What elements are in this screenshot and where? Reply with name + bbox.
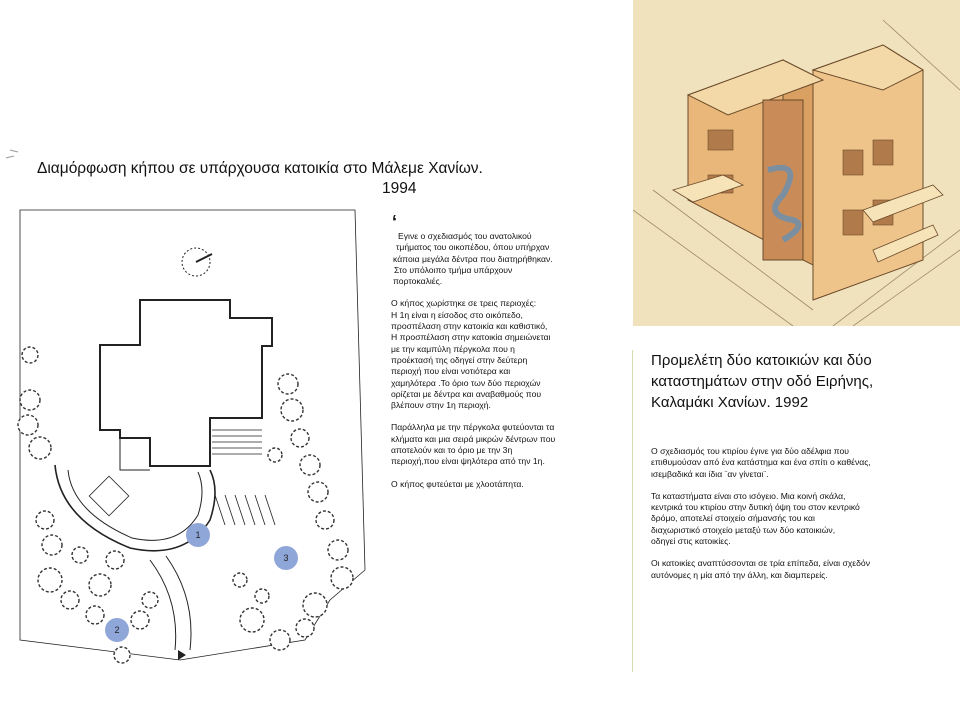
- building-axonometric-sketch: [633, 0, 960, 326]
- garden-project-title: Διαμόρφωση κήπου σε υπάρχουσα κατοικία στο Μάλεμε Χανίων.: [37, 160, 483, 177]
- garden-description: Εγινε ο σχεδιασμός του ανατολικού τμήματος του οικοπέδου, όπου υπήρχαν κάποια μεγάλα δέντρα που διατηρήθηκαν. Στο υπόλοιπο τμήμα υπάρχουν πορτοκαλιές. Ο κήπος χωρίστηκε σε τρεις περιοχές: Η 1η είναι η είσοδος στο οικόπεδο, προσπέλαση στην κατοικία και καθιστικό, Η προσπέλαση στην κατοικία σημειώνεται με την καμπύλη πέργκολα που η προέκτασή της οδηγεί στην δεύτερη περιοχή που είναι νοτιότερα και χαμηλότερα .Το όριο των δύο περιοχών ορίζεται με δέντρα και αναβαθμούς που βλέπουν στην 1η περιοχή. Παράλληλα με την πέργκολα φυτεύονται τα κλήματα και μια σειρά μικρών δέντρων που αποτελούν και το όριο με την 3η περιοχή,που είναι ψηλότερα από την 1η. Ο κήπος φυτεύεται με χλοοτάπητα.: [391, 231, 556, 489]
- quote-mark: ‘: [392, 212, 398, 232]
- area-marker-1: 1: [186, 523, 210, 547]
- area-marker-3: 3: [274, 546, 298, 570]
- garden-site-plan: [0, 140, 380, 670]
- area-marker-2: 2: [105, 618, 129, 642]
- garden-project-year: 1994: [382, 180, 417, 197]
- column-divider: [632, 350, 633, 672]
- building-project-title: Προμελέτη δύο κατοικιών και δύο καταστημάτων στην οδό Ειρήνης, Καλαμάκι Χανίων. 1992: [651, 352, 874, 411]
- building-description: Ο σχεδιασμός του κτιρίου έγινε για δύο αδέλφια που επιθυμούσαν από ένα κατάστημα και ένα σπίτι ο καθένας, ισεμβαδικά και ίδια ¨αν γίνεται¨. Τα καταστήματα είναι στο ισόγειο. Μια κοινή σκάλα, κεντρικά του κτιρίου στην δυτική όψη του στον κεντρικό δρόμο, αποτελεί στοιχείο σήμανσής του και διαχωριστικό στοιχείο μεταξύ των δύο κατοικιών, οδηγεί στις κατοικίες. Οι κατοικίες αναπτύσσονται σε τρία επίπεδα, είναι σχεδόν αυτόνομες η μία από την άλλη, και διαμπερείς.: [651, 446, 871, 580]
